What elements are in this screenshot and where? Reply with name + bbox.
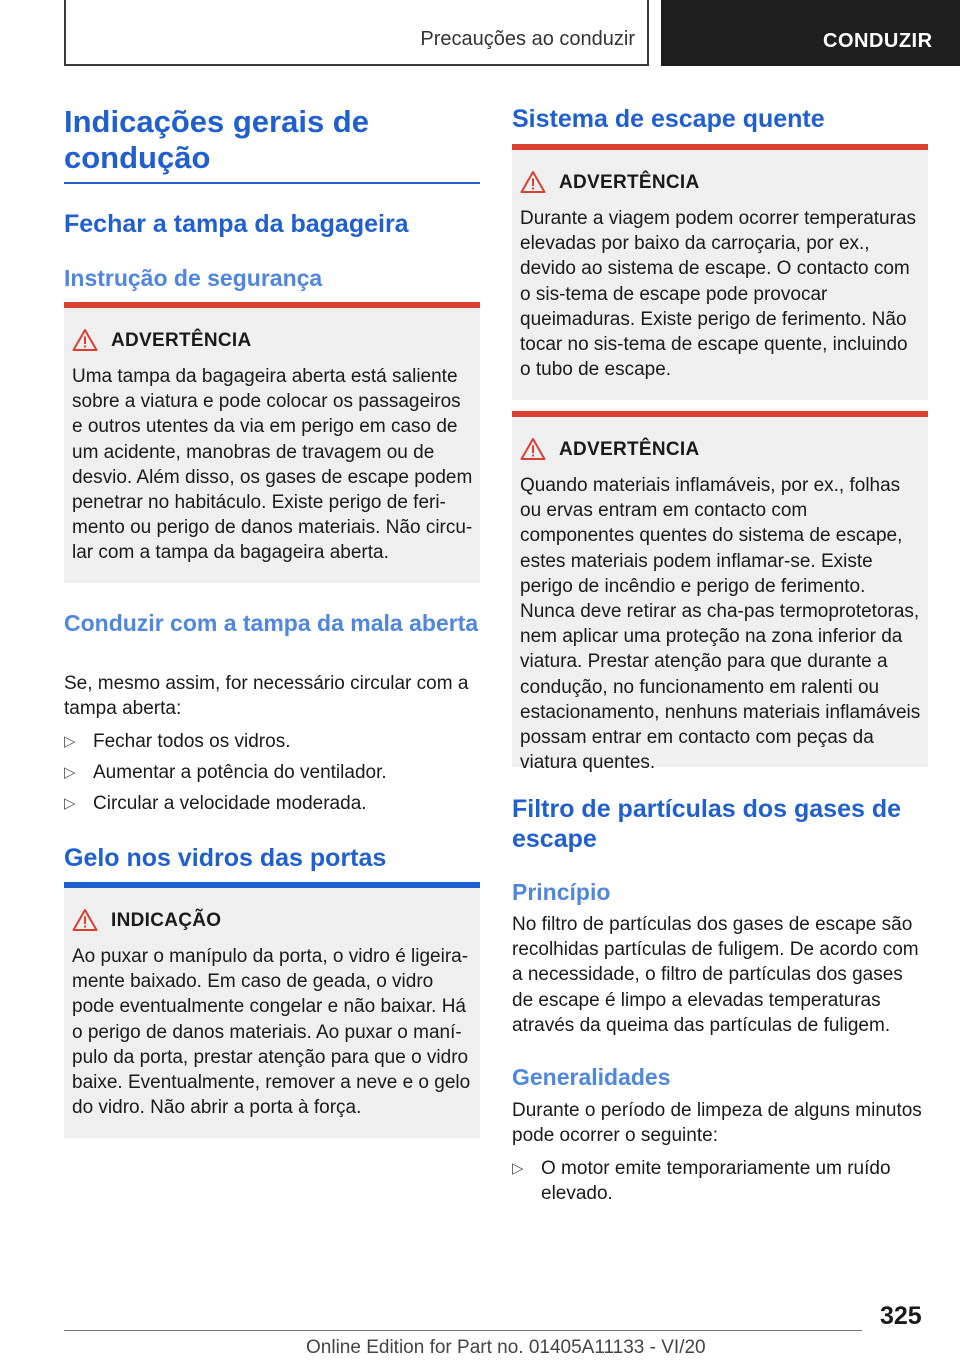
filter-heading: Filtro de partículas dos gases de escape bbox=[512, 795, 902, 853]
warning-text: Uma tampa da bagageira aberta está saliente sobre a viatura e pode colocar os passageiros e outros utentes da via em perigo em caso de um acidente, manobras de travagem ou de desvio. Além disso, os gases de escape podem penetrar no habitáculo. Existe perigo de feri-mento ou perigo de danos materiais. Não circu-lar com a tampa da bagageira aberta. bbox=[72, 366, 473, 564]
triangle-bullet-icon: ▷ bbox=[512, 1160, 524, 1177]
section-title: Indicações gerais de condução bbox=[64, 104, 369, 175]
edition-footer: Online Edition for Part no. 01405A11133 - VI/20 bbox=[306, 1337, 706, 1358]
safety-heading: Instrução de segurança bbox=[64, 265, 323, 291]
warning-triangle-icon bbox=[72, 908, 98, 932]
triangle-bullet-icon: ▷ bbox=[64, 795, 76, 812]
list-item: ▷ O motor emite temporariamente um ruído elevado. bbox=[512, 1158, 891, 1205]
principle-text: No filtro de partículas dos gases de escape são recolhidas partículas de fuligem. De acordo com a necessidade, o filtro de partículas dos gases de escape é limpo a elevadas temperaturas através da queima das partículas de fuligem. bbox=[512, 914, 919, 1036]
ice-heading: Gelo nos vidros das portas bbox=[64, 844, 387, 872]
list-item: ▷ Circular a velocidade moderada. bbox=[64, 791, 480, 816]
list-item: ▷ Fechar todos os vidros. bbox=[64, 729, 480, 754]
principle-heading: Princípio bbox=[512, 879, 611, 905]
exhaust-heading: Sistema de escape quente bbox=[512, 105, 825, 133]
warning-box-flammable bbox=[512, 411, 928, 774]
chapter-title: CONDUZIR bbox=[823, 30, 933, 52]
triangle-bullet-icon: ▷ bbox=[64, 733, 76, 750]
warning-triangle-icon bbox=[520, 437, 546, 461]
note-label: INDICAÇÃO bbox=[111, 910, 222, 931]
section-title-rule bbox=[64, 182, 480, 184]
warning-label: ADVERTÊNCIA bbox=[559, 172, 700, 193]
general-text: Durante o período de limpeza de alguns minutos pode ocorrer o seguinte: bbox=[512, 1100, 922, 1147]
warning-label: ADVERTÊNCIA bbox=[559, 439, 700, 460]
note-box-ice bbox=[64, 882, 480, 1138]
warning-triangle-icon bbox=[72, 328, 98, 352]
note-text: Ao puxar o manípulo da porta, o vidro é ligeira-mente baixado. Em caso de geada, o vidro pode eventualmente congelar e não baixar. Há o perigo de danos materiais. Ao puxar o maní-pulo da porta, prestar atenção para que o vidro baixe. Eventualmente, remover a neve e o gelo do vidro. Não abrir a porta à força. bbox=[72, 946, 471, 1119]
warning-box-tailgate bbox=[64, 302, 480, 583]
warning-text: Durante a viagem podem ocorrer temperaturas elevadas por baixo da carroçaria, por ex., devido ao sistema de escape. O contacto com o sis-tema de escape pode provocar queimaduras. Existe perigo de ferimento. Não tocar no sis-tema de escape quente, incluindo o tubo de escape. bbox=[520, 208, 917, 381]
header-section-title: Precauções ao conduzir bbox=[420, 28, 635, 50]
list-item: ▷ Aumentar a potência do ventilador. bbox=[64, 760, 480, 785]
general-heading: Generalidades bbox=[512, 1064, 671, 1090]
triangle-bullet-icon: ▷ bbox=[64, 764, 76, 781]
page-number: 325 bbox=[880, 1302, 922, 1330]
running-header bbox=[64, 0, 649, 66]
tailgate-heading: Fechar a tampa da bagageira bbox=[64, 210, 409, 238]
warning-triangle-icon bbox=[520, 170, 546, 194]
chapter-tab bbox=[661, 0, 960, 66]
warning-box-exhaust bbox=[512, 144, 928, 400]
warning-text: Quando materiais inflamáveis, por ex., folhas ou ervas entram em contacto com componentes quentes do sistema de escape, estes materiais podem inflamar-se. Existe perigo de incêndio e perigo de ferimento. Nunca deve retirar as cha-pas termoprotetoras, nem aplicar uma proteção na zona inferior da viatura. Prestar atenção para que durante a condução, no funcionamento em ralenti ou estacionamento, nenhuns materiais inflamáveis possam entrar em contacto com peças da viatura quentes. bbox=[520, 475, 921, 774]
driving-open-heading: Conduzir com a tampa da mala aberta bbox=[64, 610, 479, 636]
footer-rule bbox=[64, 1330, 862, 1331]
warning-label: ADVERTÊNCIA bbox=[111, 330, 252, 351]
driving-open-intro: Se, mesmo assim, for necessário circular com a tampa aberta: bbox=[64, 673, 469, 720]
